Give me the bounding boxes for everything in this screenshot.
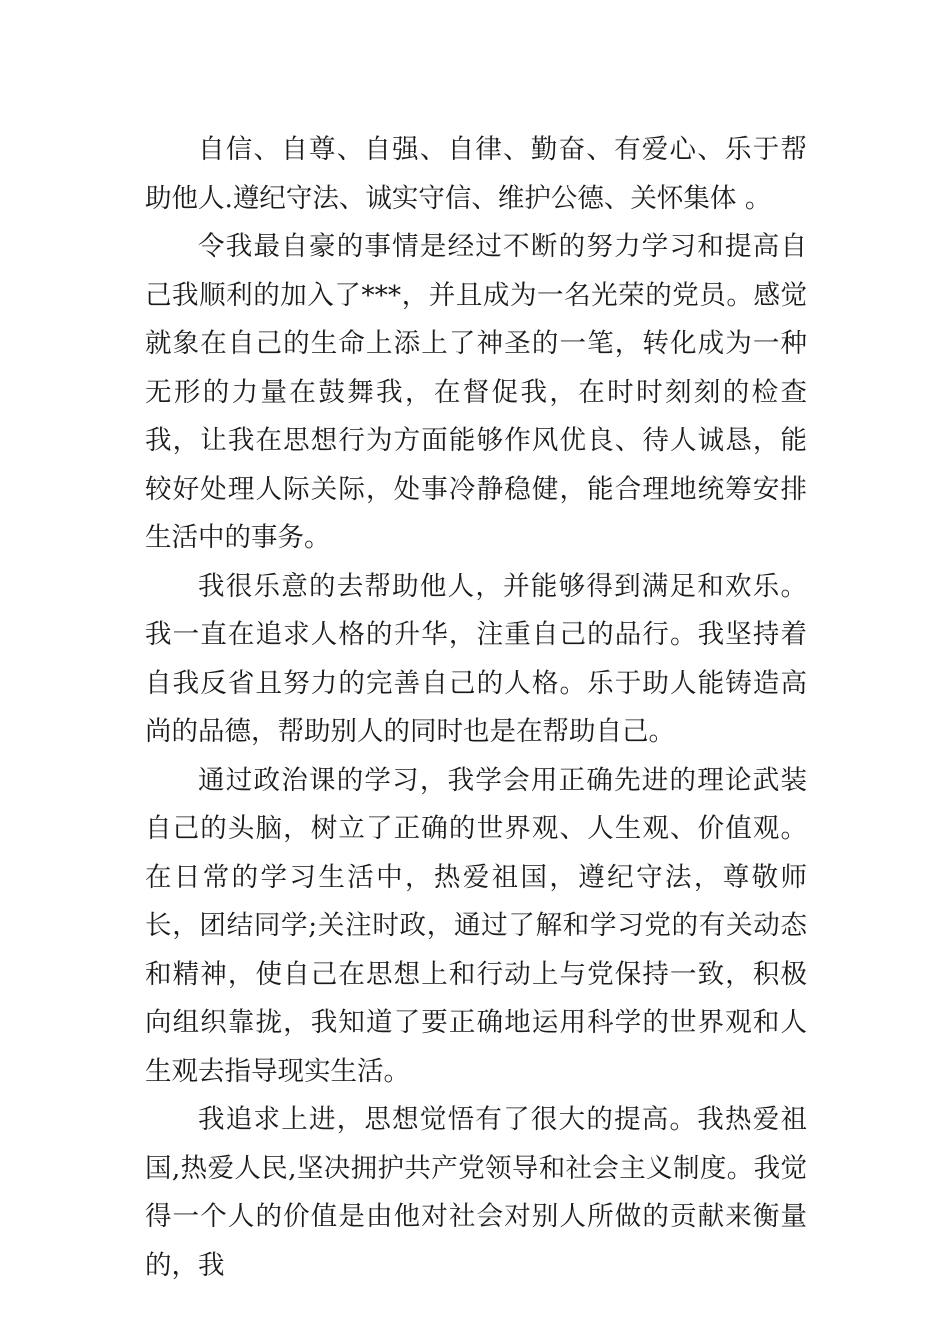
paragraph-1: 自信、自尊、自强、自律、勤奋、有爱心、乐于帮助他人.遵纪守法、诚实守信、维护公德、关怀集体 。 [145, 134, 807, 214]
document-body [145, 126, 807, 1290]
paragraph-2: 令我最自豪的事情是经过不断的努力学习和提高自己我顺利的加入了***，并且成为一名光荣的党员。感觉就象在自己的生命上添上了神圣的一笔，转化成为一种无形的力量在鼓舞我，在督促我，在时时刻刻的检查我，让我在思想行为方面能够作风优良、待人诚恳，能较好处理人际关际，处事冷静稳健，能合理地统筹安排生活中的事务。 [145, 231, 807, 553]
paragraph-3: 我很乐意的去帮助他人，并能够得到满足和欢乐。我一直在追求人格的升华，注重自己的品行。我坚持着自我反省且努力的完善自己的人格。乐于助人能铸造高尚的品德，帮助别人的同时也是在帮助自己。 [145, 570, 807, 747]
paragraph-5: 我追求上进，思想觉悟有了很大的提高。我热爱祖国,热爱人民,坚决拥护共产党领导和社会主义制度。我觉得一个人的价值是由他对社会对别人所做的贡献来衡量的，我 [145, 1104, 807, 1281]
paragraph-4: 通过政治课的学习，我学会用正确先进的理论武装自己的头脑，树立了正确的世界观、人生观、价值观。在日常的学习生活中，热爱祖国，遵纪守法，尊敬师长，团结同学;关注时政，通过了解和学习党的有关动态和精神，使自己在思想上和行动上与党保持一致，积极向组织靠拢，我知道了要正确地运用科学的世界观和人生观去指导现实生活。 [145, 764, 807, 1087]
